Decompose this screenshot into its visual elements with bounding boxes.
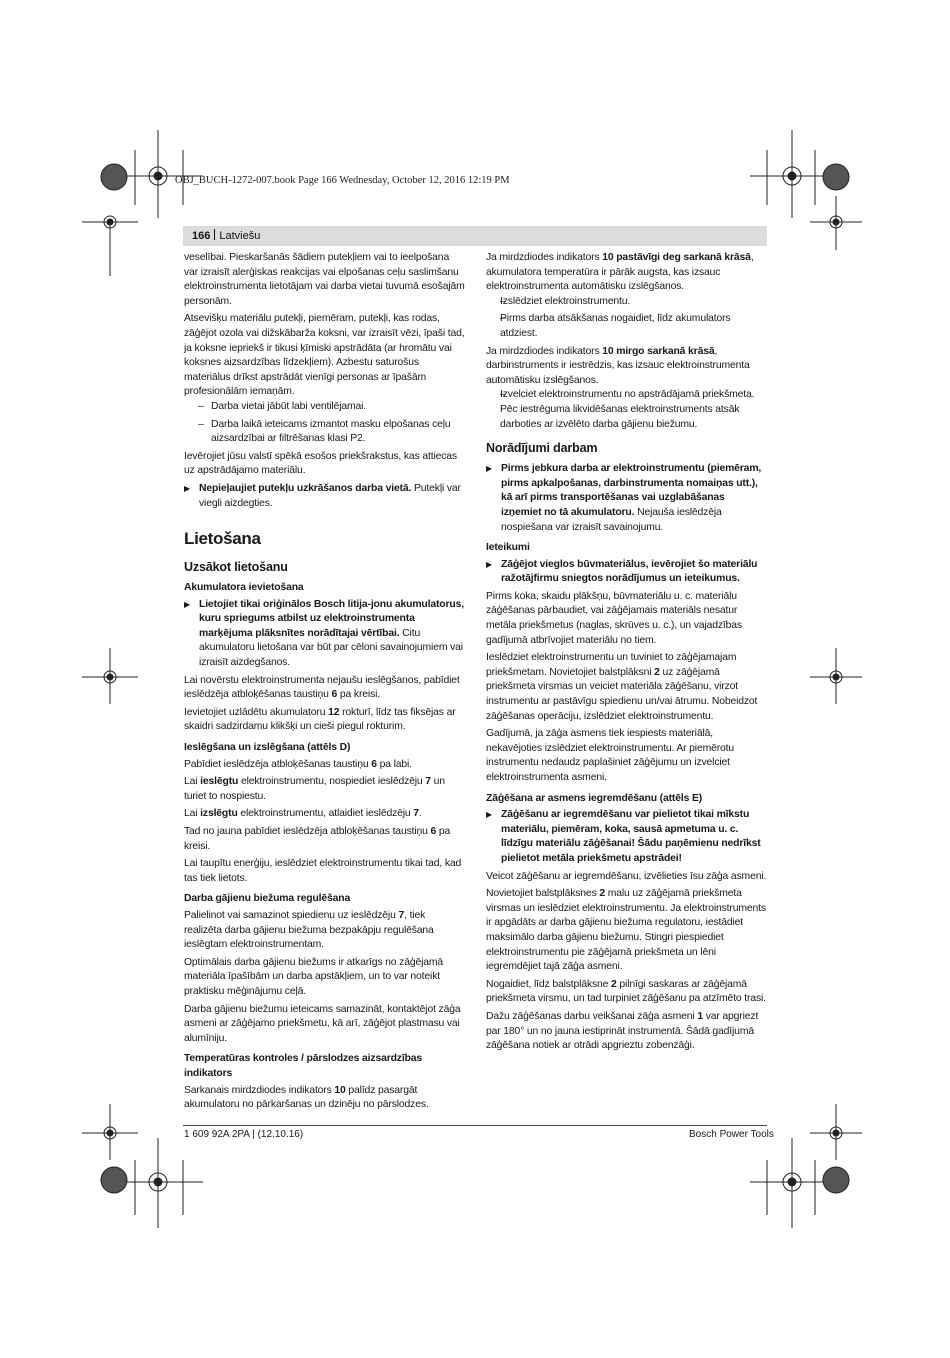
crosshair-mark xyxy=(115,1138,203,1228)
paragraph: Tad no jauna pabīdiet ieslēdzēja atbloķēšanas taustiņu 6 pa kreisi. xyxy=(184,826,451,852)
crosshair-mark xyxy=(82,648,138,704)
subsection-heading: Norādījumi darbam xyxy=(486,441,598,456)
footer-divider xyxy=(183,1125,767,1126)
dash-item: – Pirms darba atsākšanas nogaidiet, līdz akumulators atdziest. xyxy=(486,312,767,341)
paragraph: Atsevišķu materiālu putekļi, piemēram, putekļi, kas rodas, zāģējot ozola vai dižskābarža koksni, var izraisīt vēzi, īpaši tad, ja koksne iepriekš ir tikusi ķīmiski apstrādāta (ar hromātu vai koksnes aizsardzības līdzekļiem). Azbestu saturošus materiālus drīkst apstrādāt vienīgi personas ar īpašām profesionālām iemaņām. xyxy=(184,313,465,398)
paragraph: Ieslēdziet elektroinstrumentu un tuviniet to zāģējamajam priekšmetam. Novietojiet balstplāksni 2 uz zāģējamā priekšmeta virsmas un veiciet materiāla zāģēšanu, virzot instrumentu ar pastāvīgu spiedienu un/vai ātrumu. Nobeidzot zāģēšanas operāciju, izslēdziet elektroinstrumentu. xyxy=(486,652,758,722)
sub-heading: Darba gājienu biežuma regulēšana xyxy=(184,893,351,905)
paragraph: Ievietojiet uzlādētu akumulatoru 12 rokturī, līdz tas fiksējas ar skaidri sadzirdamu klikšķi un cieši piegul rokturim. xyxy=(184,706,456,733)
dash-item: – Izvelciet elektroinstrumentu no apstrādājamā priekšmeta. Pēc iestrēguma likvidēšanas elektroinstruments atsāk darboties ar izvēlēto darba gājienu biežumu. xyxy=(486,388,767,432)
paragraph: Darba gājienu biežumu ieteicams samazināt, kontaktējot zāģa asmeni ar zāģējamo priekšmetu, kā arī, zāģējot plastmasu vai alumīniju. xyxy=(184,1003,461,1044)
crosshair-mark xyxy=(82,1104,138,1160)
bullet-item: ▶ Zāģēšanu ar iegremdēšanu var pielietot tikai mīkstu materiālu, piemēram, koka, sausā apmetuma u. c. līdzīgu materiālu zāģēšanai! Šādu paņēmienu nedrīkst pielietot metāla priekšmetu apstrādei! xyxy=(486,808,767,866)
bullet-item: ▶ Zāģējot vieglos būvmateriālus, ievērojiet šo materiālu ražotājfirmu sniegtos norādījumus un ieteikumus. xyxy=(486,558,767,587)
sub-heading: Zāģēšana ar asmens iegremdēšanu (attēls E) xyxy=(486,792,703,804)
page-number: 166 xyxy=(192,230,211,242)
paragraph: Ievērojiet jūsu valstī spēkā esošos priekšrakstus, kas attiecas uz apstrādājamo materiālu. xyxy=(184,450,457,477)
paragraph: Ja mirdzdiodes indikators 10 pastāvīgi deg sarkanā krāsā, akumulatora temperatūra ir pārāk augsta, kas izsauc elektroinstrumenta automātisku izslēgšanos. xyxy=(486,252,754,293)
paragraph: Ja mirdzdiodes indikators 10 mirgo sarkanā krāsā, darbinstruments ir iestrēdzis, kas izsauc elektroinstrumenta automātisku izslēgšanos. xyxy=(486,345,750,386)
footer-code: 1 609 92A 2PA | (12.10.16) xyxy=(184,1129,304,1140)
dash-item: – Darba laikā ieteicams izmantot masku elpošanas ceļu aizsardzībai ar filtrēšanas klasi P2. xyxy=(184,418,465,447)
paragraph: Nogaidiet, līdz balstplāksne 2 pilnīgi saskaras ar zāģējamā priekšmeta virsmu, un tad turpiniet zāģēšanu pa atzīmēto trasi. xyxy=(486,978,766,1005)
page-language: Latviešu xyxy=(219,230,261,242)
bullet-item: ▶ Pirms jebkura darba ar elektroinstrumentu (piemēram, pirms apkalpošanas, darbinstrumenta nomaiņas utt.), kā arī pirms transportēšanas vai uzglabāšanas izņemiet no tā akumulatoru. Nejauša ieslēdzēja nospiešana var izraisīt savainojumu. xyxy=(486,462,767,535)
sub-heading: Temperatūras kontroles / pārslodzes aizsardzības indikators xyxy=(184,1053,423,1079)
paragraph: Lai izslēgtu elektroinstrumentu, atlaidiet ieslēdzēju 7. xyxy=(184,808,422,820)
crosshair-mark xyxy=(82,216,138,276)
dash-item: – Darba vietai jābūt labi ventilējamai. xyxy=(184,400,465,415)
paragraph: Optimālais darba gājienu biežums ir atkarīgs no zāģējamā materiāla īpašībām un darba apstākļiem, un to var noteikt praktisku mēģinājumu ceļā. xyxy=(184,956,444,997)
paragraph: Dažu zāģēšanas darbu veikšanai zāģa asmeni 1 var apgriezt par 180° un no jauna iestiprināt instrumentā. Šādā gadījumā zāģēšana notiek ar otrādi apgrieztu zobenzāģi. xyxy=(486,1010,759,1052)
sub-heading: Ieteikumi xyxy=(486,542,530,554)
crosshair-mark xyxy=(750,130,834,218)
crosshair-mark xyxy=(810,196,862,250)
paragraph: Lai taupītu enerģiju, ieslēdziet elektroinstrumentu tikai tad, kad tas tiek lietots. xyxy=(184,858,462,884)
sub-heading: Akumulatora ievietošana xyxy=(184,582,304,594)
crosshair-mark xyxy=(750,1138,834,1228)
sub-heading: Ieslēgšana un izslēgšana (attēls D) xyxy=(184,742,351,754)
paragraph: Palielinot vai samazinot spiedienu uz ieslēdzēju 7, tiek realizēta darba gājienu biežuma bezpakāpju regulēšana ieslēgtam elektroinstrumentam. xyxy=(184,909,434,951)
bullet-item: ▶ Nepieļaujiet putekļu uzkrāšanos darba vietā. Putekļi var viegli aizdegties. xyxy=(184,482,465,511)
footer-brand: Bosch Power Tools xyxy=(689,1129,774,1140)
right-column xyxy=(486,251,767,1057)
paragraph: veselībai. Pieskaršanās šādiem putekļiem vai to ieelpošana var izraisīt alerģiskas reakcijas vai elpošanas ceļu saslimšanu elektroinstrumenta lietotājam vai darba vietai tuvumā esošajām personām. xyxy=(184,252,465,307)
file-header: OBJ_BUCH-1272-007.book Page 166 Wednesday, October 12, 2016 12:19 PM xyxy=(175,175,510,186)
paragraph: Sarkanais mirdzdiodes indikators 10 palīdz pasargāt akumulatoru no pārkaršanas un dzinēju no pārslodzes. xyxy=(184,1084,429,1111)
paragraph: Lai novērstu elektroinstrumenta nejaušu ieslēgšanos, pabīdiet ieslēdzēja atbloķēšanas taustiņu 6 pa kreisi. xyxy=(184,674,460,701)
paragraph: Pirms koka, skaidu plākšņu, būvmateriālu u. c. materiālu zāģēšanas pārbaudiet, vai zāģējamais materiāls nesatur metāla priekšmetus (naglas, skrūves u. c.), un vajadzības gadījumā atbrīvojiet materiālu no tiem. xyxy=(486,590,742,646)
crosshair-mark xyxy=(115,130,203,218)
paragraph: Gadījumā, ja zāģa asmens tiek iespiests materiālā, nekavējoties izslēdziet elektroinstrumentu. Ar piemērotu instrumentu nedaudz paplašiniet zāģējumu un izvelciet elektroinstrumenta asmeni. xyxy=(486,728,735,783)
paragraph: Novietojiet balstplāksnes 2 malu uz zāģējamā priekšmeta virsmas un ieslēdziet elektroinstrumentu. Ja elektroinstruments ir apgādāts ar darba gājienu biežuma regulatoru, iestādiet maksimālo darba gājienu biežumu. Stingri piespiediet elektroinstrumentu pie zāģējamā priekšmeta un lēni iegremdējiet tajā zāģa asmeni. xyxy=(486,888,766,973)
paragraph: Lai ieslēgtu elektroinstrumentu, nospiediet ieslēdzēju 7 un turiet to nospiestu. xyxy=(184,776,445,802)
subsection-heading: Uzsākot lietošanu xyxy=(184,560,288,575)
paragraph: Pabīdiet ieslēdzēja atbloķēšanas taustiņu 6 pa labi. xyxy=(184,758,412,770)
page-header xyxy=(192,229,260,242)
paragraph: Veicot zāģēšanu ar iegremdēšanu, izvēlieties īsu zāģa asmeni. xyxy=(486,870,767,882)
dash-item: – Izslēdziet elektroinstrumentu. xyxy=(486,295,767,310)
left-column xyxy=(184,251,465,1116)
section-heading: Lietošana xyxy=(184,529,261,549)
crosshair-mark xyxy=(810,1104,862,1160)
bullet-item: ▶ Lietojiet tikai oriģinālos Bosch litija-jonu akumulatorus, kuru spriegums atbilst uz elektroinstrumenta marķējuma plāksnītes norādītajai vērtībai. Citu akumulatoru lietošana var būt par cēloni savainojumiem vai izraisīt aizdegšanos. xyxy=(184,598,465,671)
crosshair-mark xyxy=(810,648,862,704)
page-header-bar xyxy=(183,226,767,246)
